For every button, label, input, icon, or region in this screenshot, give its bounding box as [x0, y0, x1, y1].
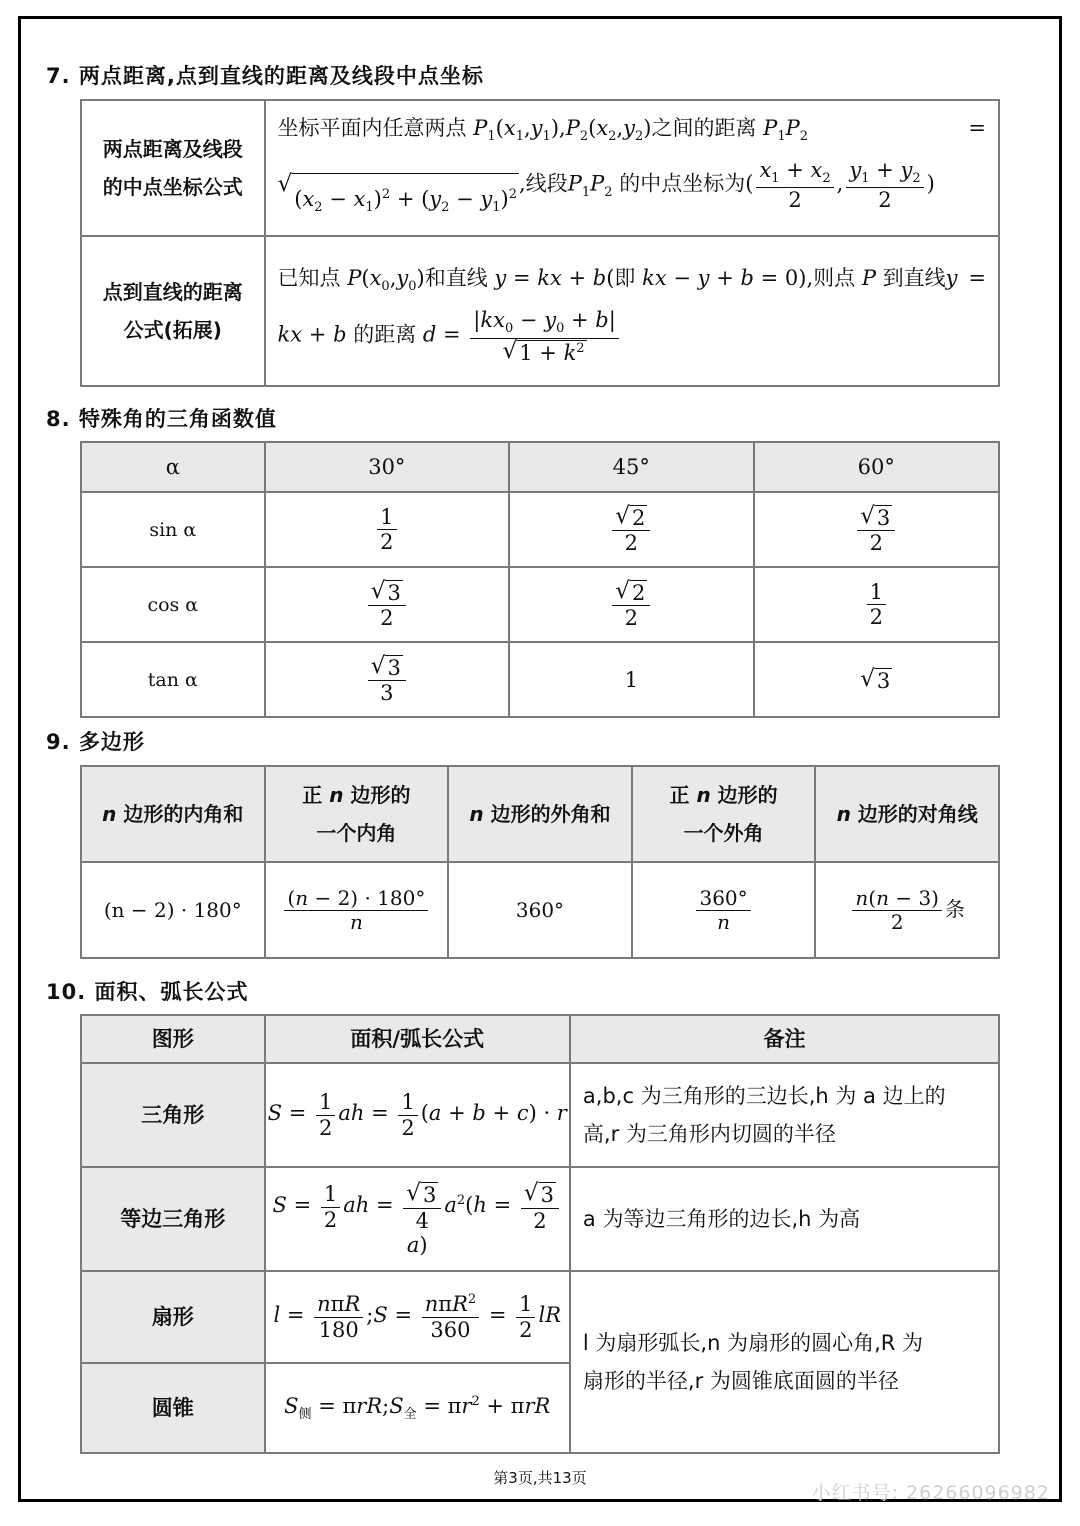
note-header: 备注 [570, 1015, 999, 1063]
distance-formula-table [80, 99, 1000, 387]
cos-30: √ 3 2 [265, 567, 509, 642]
regular-interior-header: 正 n 边形的 一个内角 [265, 766, 449, 862]
cos-label: cos α [81, 567, 265, 642]
sin-label: sin α [81, 492, 265, 567]
section-9-title: 9. 多边形 [46, 730, 145, 754]
table-header-row [81, 766, 999, 862]
section-10-title: 10. 面积、弧长公式 [46, 980, 249, 1004]
shape-sector: 扇形 [81, 1271, 265, 1363]
equilateral-note: a 为等边三角形的边长,h 为高 [570, 1167, 999, 1271]
row-label: 两点距离及线段 的中点坐标公式 [81, 100, 265, 236]
page-footer: 第3页,共13页 [493, 1469, 587, 1487]
shape-equilateral: 等边三角形 [81, 1167, 265, 1271]
interior-sum-header: n 边形的内角和 [81, 766, 265, 862]
interior-sum-value: (n − 2) · 180° [81, 862, 265, 958]
sin-60: √ 3 2 [754, 492, 1000, 567]
triangle-formula: S = $\frac{1}{2}$ ah = $\frac{1}{2}$ (a + b + c) · r [265, 1063, 570, 1167]
tan-30: √ 3 3 [265, 642, 509, 717]
table-header-row [81, 1015, 999, 1063]
tan-45: 1 [509, 642, 753, 717]
row-label: 点到直线的距离 公式(拓展) [81, 236, 265, 386]
diagonals-value: $\frac{n(n - 3)}{2}$ 条 [815, 862, 999, 958]
formula-header: 面积/弧长公式 [265, 1015, 570, 1063]
shape-triangle: 三角形 [81, 1063, 265, 1167]
table-row [81, 100, 999, 236]
tan-60: √ 3 [754, 642, 1000, 717]
sin-30: $\frac{1}{2}$ [265, 492, 509, 567]
table-row [81, 1167, 999, 1271]
cos-60: $\frac{1}{2}$ [754, 567, 1000, 642]
angle-30-header: 30° [265, 442, 509, 492]
sector-cone-note: l 为扇形弧长,n 为扇形的圆心角,R 为 扇形的半径,r 为圆锥底面圆的半径 [570, 1271, 999, 1453]
table-header-row [81, 442, 999, 492]
angle-45-header: 45° [509, 442, 753, 492]
regular-exterior-value: $\frac{360^\circ}{n}$ [632, 862, 816, 958]
point-line-distance-formula: 已知点 $P(x_0,y_0)$和直线 y = kx + b(即 kx − y + b = 0),则点 P 到直线y = kx + b 的距离 d = $|kx_0 - y_0 + b|$ √ $1 + k^2$ [265, 236, 999, 386]
table-row [81, 642, 999, 717]
table-row [81, 862, 999, 958]
angle-60-header: 60° [754, 442, 1000, 492]
area-arc-table [80, 1014, 1000, 1454]
section-7-title: 7. 两点距离,点到直线的距离及线段中点坐标 [46, 64, 484, 88]
watermark: 小红书号: 26266096982 [811, 1482, 1050, 1504]
two-point-distance-formula: 坐标平面内任意两点 $P_1(x_1,y_1),P_2(x_2,y_2)$之间的距离 $P_1P_2$ = √ $(x_2 - x_1)^2 + (y_2 - y_1)^2$ ,线段$P_1P_2$ 的中点坐标为( $\frac{x_1 + x_2}{2}$ , $\frac{y_1 + y_2}{2}$ ) [265, 100, 999, 236]
sector-formula: l = $\frac{\text{nπR}}{180}$ ;S = $\frac{n\pi R^2}{360}$ = $\frac{1}{2}$ lR [265, 1271, 570, 1363]
alpha-header: α [81, 442, 265, 492]
polygon-table [80, 765, 1000, 959]
shape-header: 图形 [81, 1015, 265, 1063]
equilateral-formula: S = $\frac{1}{2}$ ah = √ 3 4 $a^2(h$ = √ 3 2 a) [265, 1167, 570, 1271]
diagonals-header: n 边形的对角线 [815, 766, 999, 862]
exterior-sum-header: n 边形的外角和 [448, 766, 632, 862]
table-row [81, 236, 999, 386]
table-row [81, 567, 999, 642]
sin-45: √ 2 2 [509, 492, 753, 567]
exterior-sum-value: 360° [448, 862, 632, 958]
regular-exterior-header: 正 n 边形的 一个外角 [632, 766, 816, 862]
regular-interior-value: $\frac{(n - 2) \cdot 180^\circ}{n}$ [265, 862, 449, 958]
cos-45: √ 2 2 [509, 567, 753, 642]
table-row [81, 1271, 999, 1363]
table-row [81, 492, 999, 567]
shape-cone: 圆锥 [81, 1363, 265, 1453]
table-row [81, 1063, 999, 1167]
section-8-title: 8. 特殊角的三角函数值 [46, 407, 277, 431]
cone-formula: $S_侧$ = $\pi rR;S_全 = \pi r^2 + \pi rR$ [265, 1363, 570, 1453]
trig-values-table [80, 441, 1000, 718]
tan-label: tan α [81, 642, 265, 717]
triangle-note: a,b,c 为三角形的三边长,h 为 a 边上的 高,r 为三角形内切圆的半径 [570, 1063, 999, 1167]
